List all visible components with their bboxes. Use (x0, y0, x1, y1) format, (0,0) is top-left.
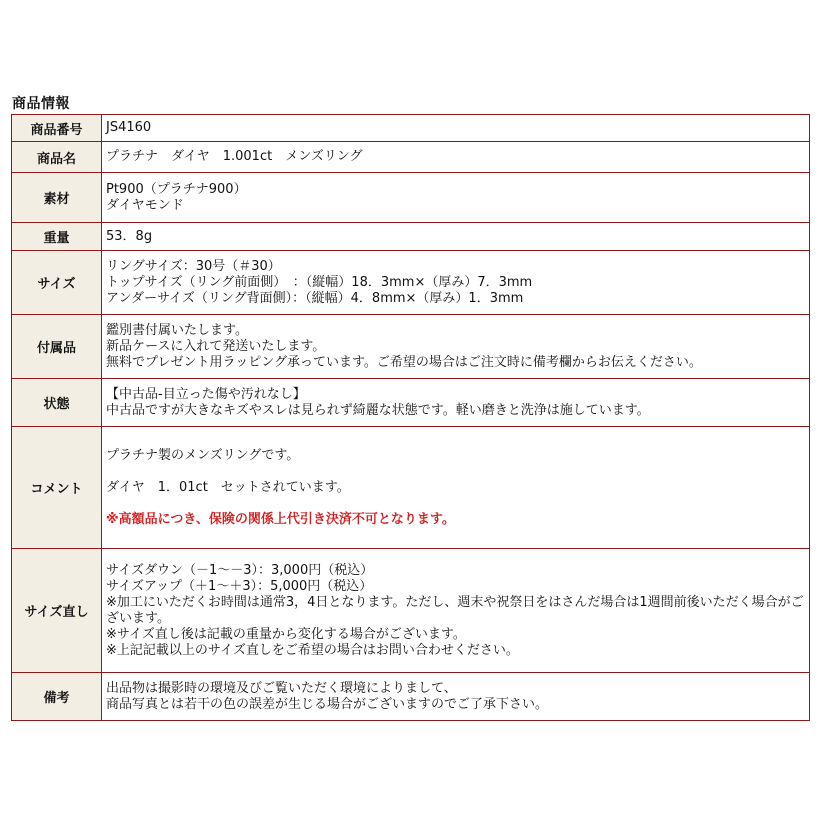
resize-line: ※上記記載以上のサイズ直しをご希望の場合はお問い合わせください。 (106, 642, 519, 658)
value-resize (102, 549, 810, 673)
comment-line: プラチナ製のメンズリングです。 (106, 447, 300, 463)
product-info-table (11, 114, 810, 721)
remarks-line: 商品写真とは若干の色の誤差が生じる場合がございますのでご了承下さい。 (106, 696, 549, 712)
row-resize (12, 549, 810, 673)
label-condition: 状態 (12, 379, 102, 427)
remarks-line: 出品物は撮影時の環境及びご覧いただく環境によりまして、 (106, 680, 457, 696)
accessories-line: 鑑別書付属いたします。 (106, 322, 248, 338)
value-size (102, 251, 810, 315)
row-material (12, 173, 810, 223)
resize-line: サイズダウン（－1～－3）：3,000円（税込） (106, 562, 374, 578)
value-remarks (102, 673, 810, 721)
value-comment (102, 427, 810, 549)
value-product-name: プラチナ ダイヤ 1.001ct メンズリング (102, 142, 810, 173)
material-line: Pt900（プラチナ900） (106, 181, 247, 197)
material-line: ダイヤモンド (106, 197, 184, 213)
label-size: サイズ (12, 251, 102, 315)
resize-line: ※加工にいただくお時間は通常3，4日となります。ただし、週末や祝祭日をはさんだ場合は1週間前後いただく場合がございます。 (106, 594, 804, 626)
resize-line: ※サイズ直し後は記載の重量から変化する場合がございます。 (106, 626, 466, 642)
label-resize: サイズ直し (12, 549, 102, 673)
row-size (12, 251, 810, 315)
value-material (102, 173, 810, 223)
section-title: 商品情報 (12, 96, 70, 112)
row-product-name (12, 142, 810, 173)
condition-line: 中古品ですが大きなキズやスレは見られず綺麗な状態です。軽い磨きと洗浄は施しています。 (106, 402, 650, 418)
label-comment: コメント (12, 427, 102, 549)
label-remarks: 備考 (12, 673, 102, 721)
label-material: 素材 (12, 173, 102, 223)
size-line: アンダーサイズ（リング背面側）：（縦幅）4．8mm×（厚み）1．3mm (106, 290, 524, 306)
size-line: トップサイズ（リング前面側） ：（縦幅）18．3mm×（厚み）7．3mm (106, 274, 533, 290)
condition-line: 【中古品-目立った傷や汚れなし】 (106, 386, 306, 402)
label-product-name: 商品名 (12, 142, 102, 173)
label-weight: 重量 (12, 223, 102, 251)
comment-warning: ※高額品につき、保険の関係上代引き決済不可となります。 (106, 511, 455, 527)
row-accessories (12, 315, 810, 379)
row-product-no (12, 115, 810, 142)
row-comment (12, 427, 810, 549)
resize-line: サイズアップ（＋1～＋3）：5,000円（税込） (106, 578, 373, 594)
accessories-line: 無料でプレゼント用ラッピング承っています。ご希望の場合はご注文時に備考欄からお伝えください。 (106, 354, 702, 370)
accessories-line: 新品ケースに入れて発送いたします。 (106, 338, 326, 354)
value-weight: 53．8g (102, 223, 810, 251)
row-condition (12, 379, 810, 427)
size-line: リングサイズ：30号（＃30） (106, 258, 281, 274)
value-condition (102, 379, 810, 427)
row-weight (12, 223, 810, 251)
value-accessories (102, 315, 810, 379)
label-accessories: 付属品 (12, 315, 102, 379)
label-product-no: 商品番号 (12, 115, 102, 142)
value-product-no: JS4160 (102, 115, 810, 142)
row-remarks (12, 673, 810, 721)
comment-line: ダイヤ 1．01ct セットされています。 (106, 479, 350, 495)
